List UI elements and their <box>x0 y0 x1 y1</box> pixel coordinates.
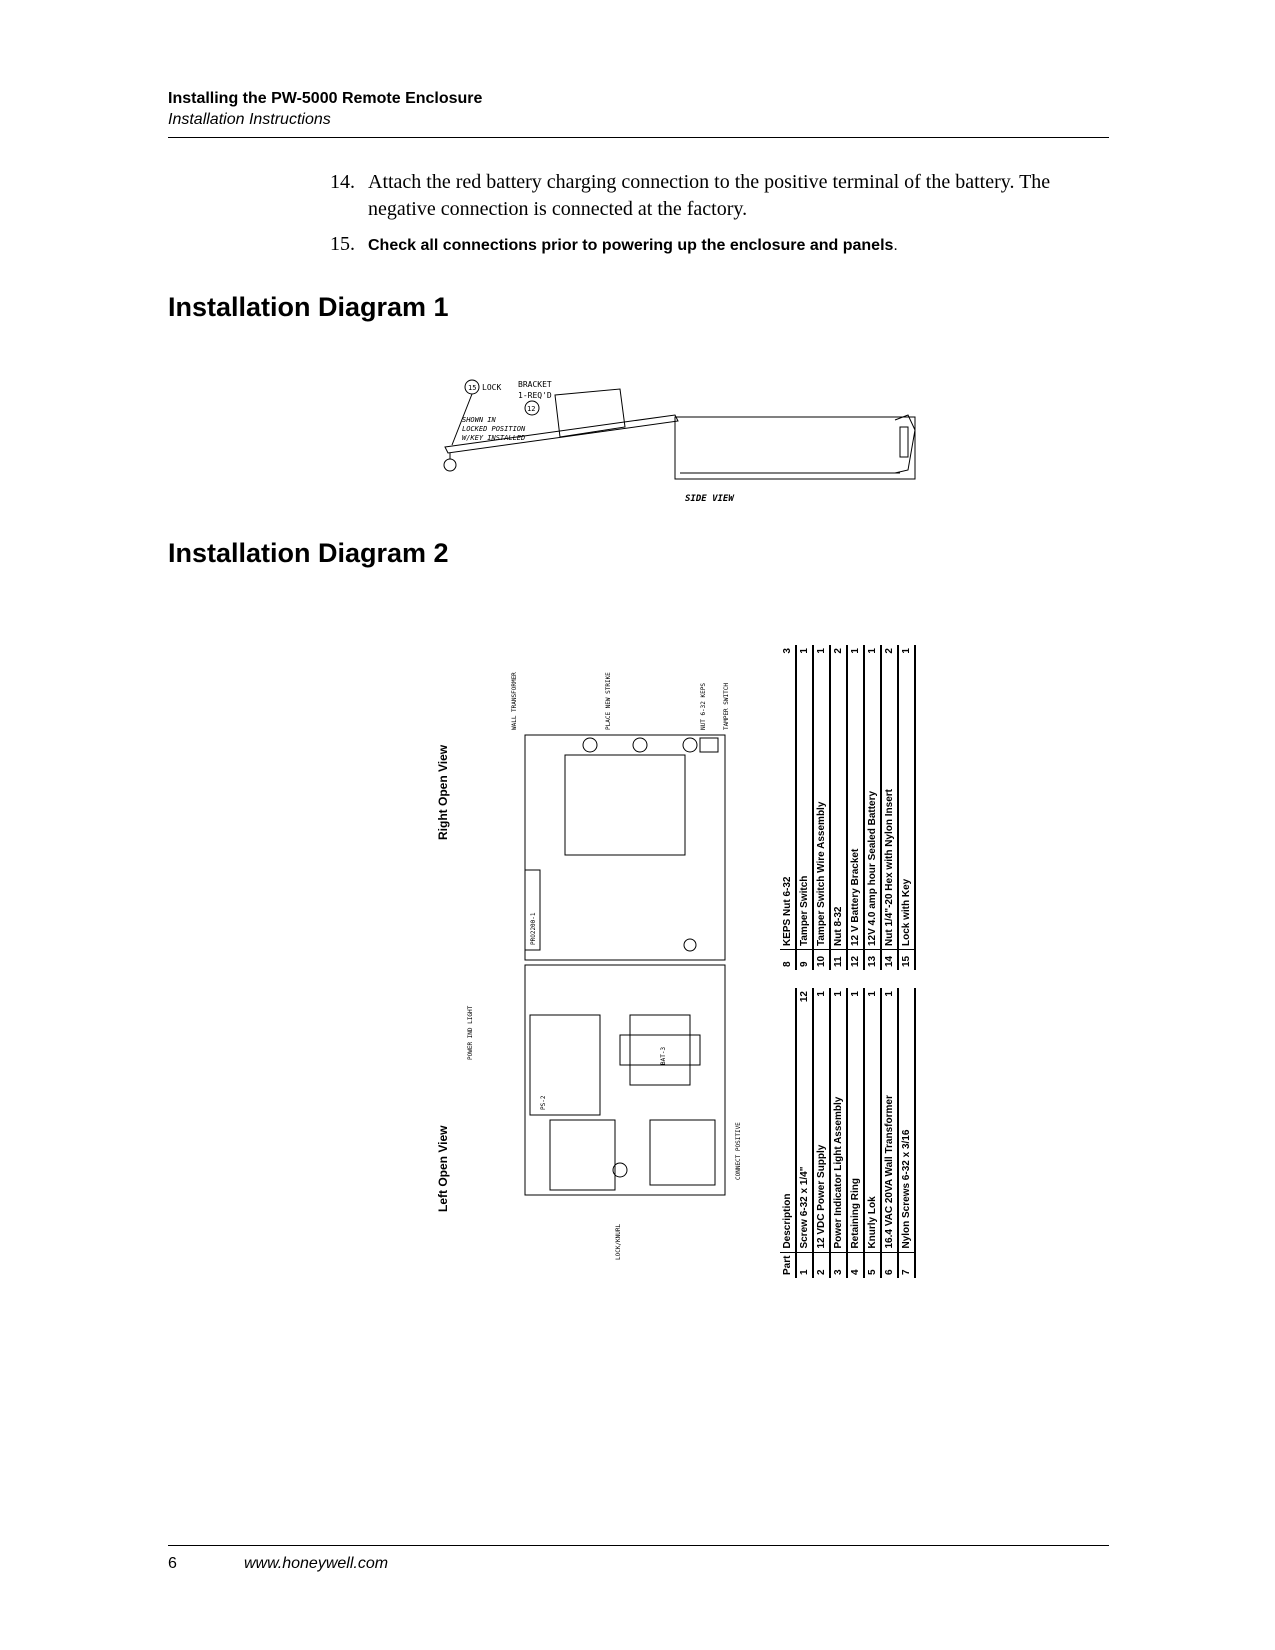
table-row <box>813 988 830 1278</box>
side-view-diagram <box>430 375 930 510</box>
parts-table-1 <box>780 988 916 1278</box>
table-row <box>830 988 847 1278</box>
diagram2-heading: Installation Diagram 2 <box>168 538 449 568</box>
table-row <box>830 645 847 970</box>
header-part: Part <box>780 1252 796 1278</box>
part-number: 12 <box>847 950 864 971</box>
lock-cylinder <box>444 459 456 471</box>
label-lock: LOCK <box>482 383 502 392</box>
part-description: Knurly Lok <box>864 1014 881 1253</box>
part-description: Lock with Key <box>898 665 915 949</box>
table-row <box>847 988 864 1278</box>
callout-bracket-number: 12 <box>527 405 536 413</box>
left-open-view-label: Left Open View <box>436 1125 450 1212</box>
part-qty: 1 <box>881 988 898 1014</box>
part-description: 12V 4.0 amp hour Sealed Battery <box>864 665 881 949</box>
part-qty: 1 <box>864 645 881 665</box>
part-number: 6 <box>881 1252 898 1278</box>
footer-rule <box>168 1545 1109 1546</box>
part-description: Screw 6-32 x 1/4" <box>796 1014 813 1253</box>
part-number: 13 <box>864 950 881 971</box>
right-open-view-label: Right Open View <box>436 744 450 840</box>
part-number: 1 <box>796 1252 813 1278</box>
table-header-row <box>780 988 796 1278</box>
part-qty: 1 <box>813 645 830 665</box>
part-description: Nylon Screws 6-32 x 3/16 <box>898 1014 915 1253</box>
diagram1-heading: Installation Diagram 1 <box>168 292 449 322</box>
part-description: Retaining Ring <box>847 1014 864 1253</box>
part-number: 9 <box>796 950 813 971</box>
right-panel <box>525 735 725 960</box>
part-number: 8 <box>780 950 796 971</box>
parts-table-2 <box>780 645 916 970</box>
table-row <box>881 988 898 1278</box>
part-number: 5 <box>864 1252 881 1278</box>
part-qty: 3 <box>780 645 796 665</box>
header-rule <box>168 137 1109 138</box>
label-board: PRO2200-1 <box>530 912 537 945</box>
header-description: Description <box>780 1014 796 1253</box>
label-locked: LOCKED POSITION <box>462 425 526 433</box>
part-number: 2 <box>813 1252 830 1278</box>
step-end: . <box>893 237 898 254</box>
header-subtitle: Installation Instructions <box>168 111 331 128</box>
label-key: W/KEY INSTALLED <box>462 434 526 442</box>
part-number: 4 <box>847 1252 864 1278</box>
left-panel <box>525 965 725 1195</box>
label-tamper: TAMPER SWITCH <box>723 683 730 730</box>
part-qty: 1 <box>796 645 813 665</box>
step-text: Check all connections prior to powering up the enclosure and panels <box>368 237 894 254</box>
table-row <box>881 645 898 970</box>
part-description: KEPS Nut 6-32 <box>780 665 796 949</box>
part-description: 12 VDC Power Supply <box>813 1014 830 1253</box>
table-row <box>847 645 864 970</box>
table-row <box>796 645 813 970</box>
table-row <box>780 645 796 970</box>
part-description: Nut 1/4"-20 Hex with Nylon Insert <box>881 665 898 949</box>
part-number: 14 <box>881 950 898 971</box>
step-number: 14. <box>330 171 355 193</box>
part-qty: 1 <box>847 645 864 665</box>
table-row <box>864 988 881 1278</box>
table-row <box>864 645 881 970</box>
part-qty: 1 <box>830 988 847 1014</box>
part-number: 7 <box>898 1252 915 1278</box>
part-qty: 1 <box>898 645 915 665</box>
table-row <box>898 645 915 970</box>
part-description: Tamper Switch <box>796 665 813 949</box>
label-bat: BAT-3 <box>660 1046 667 1065</box>
label-nut: NUT 6-32 KEPS <box>700 683 707 730</box>
table-row <box>898 988 915 1278</box>
enclosure-body <box>675 417 915 479</box>
header-title: Installing the PW-5000 Remote Enclosure <box>168 90 483 107</box>
callout-lock-number: 15 <box>468 384 477 392</box>
footer-url: www.honeywell.com <box>244 1555 389 1572</box>
header-qty <box>780 988 796 1014</box>
part-qty: 2 <box>881 645 898 665</box>
label-bracket-req: 1-REQ'D <box>518 391 552 400</box>
label-side-view: SIDE VIEW <box>685 494 734 504</box>
label-ps: PS-2 <box>540 1095 547 1110</box>
part-number: 11 <box>830 950 847 971</box>
part-number: 3 <box>830 1252 847 1278</box>
page-number: 6 <box>168 1555 177 1572</box>
open-view-diagram <box>460 640 770 1280</box>
part-qty: 2 <box>830 645 847 665</box>
table-row <box>796 988 813 1278</box>
step-number: 15. <box>330 233 355 255</box>
label-lock-knurl: LOCK/KNURL <box>615 1223 622 1260</box>
part-qty: 1 <box>864 988 881 1014</box>
label-shown: SHOWN IN <box>462 416 496 424</box>
label-place-strike: PLACE NEW STRIKE <box>605 672 612 730</box>
part-qty: 12 <box>796 988 813 1014</box>
part-qty: 1 <box>813 988 830 1014</box>
part-qty <box>898 988 915 1014</box>
part-description: Nut 8-32 <box>830 665 847 949</box>
table-row <box>813 645 830 970</box>
part-description: 12 V Battery Bracket <box>847 665 864 949</box>
step-text: Attach the red battery charging connection to the positive terminal of the battery. The negative connection is connected at the factory. <box>368 171 1051 220</box>
label-power-light: POWER IND LIGHT <box>467 1005 474 1060</box>
part-number: 10 <box>813 950 830 971</box>
mounting-plate <box>565 755 685 855</box>
label-bracket: BRACKET <box>518 380 552 389</box>
part-number: 15 <box>898 950 915 971</box>
part-qty: 1 <box>847 988 864 1014</box>
part-description: Tamper Switch Wire Assembly <box>813 665 830 949</box>
part-description: 16.4 VAC 20VA Wall Transformer <box>881 1014 898 1253</box>
label-connect: CONNECT POSITIVE <box>735 1122 742 1180</box>
label-wall-transformer: WALL TRANSFORMER <box>511 672 518 730</box>
part-description: Power Indicator Light Assembly <box>830 1014 847 1253</box>
